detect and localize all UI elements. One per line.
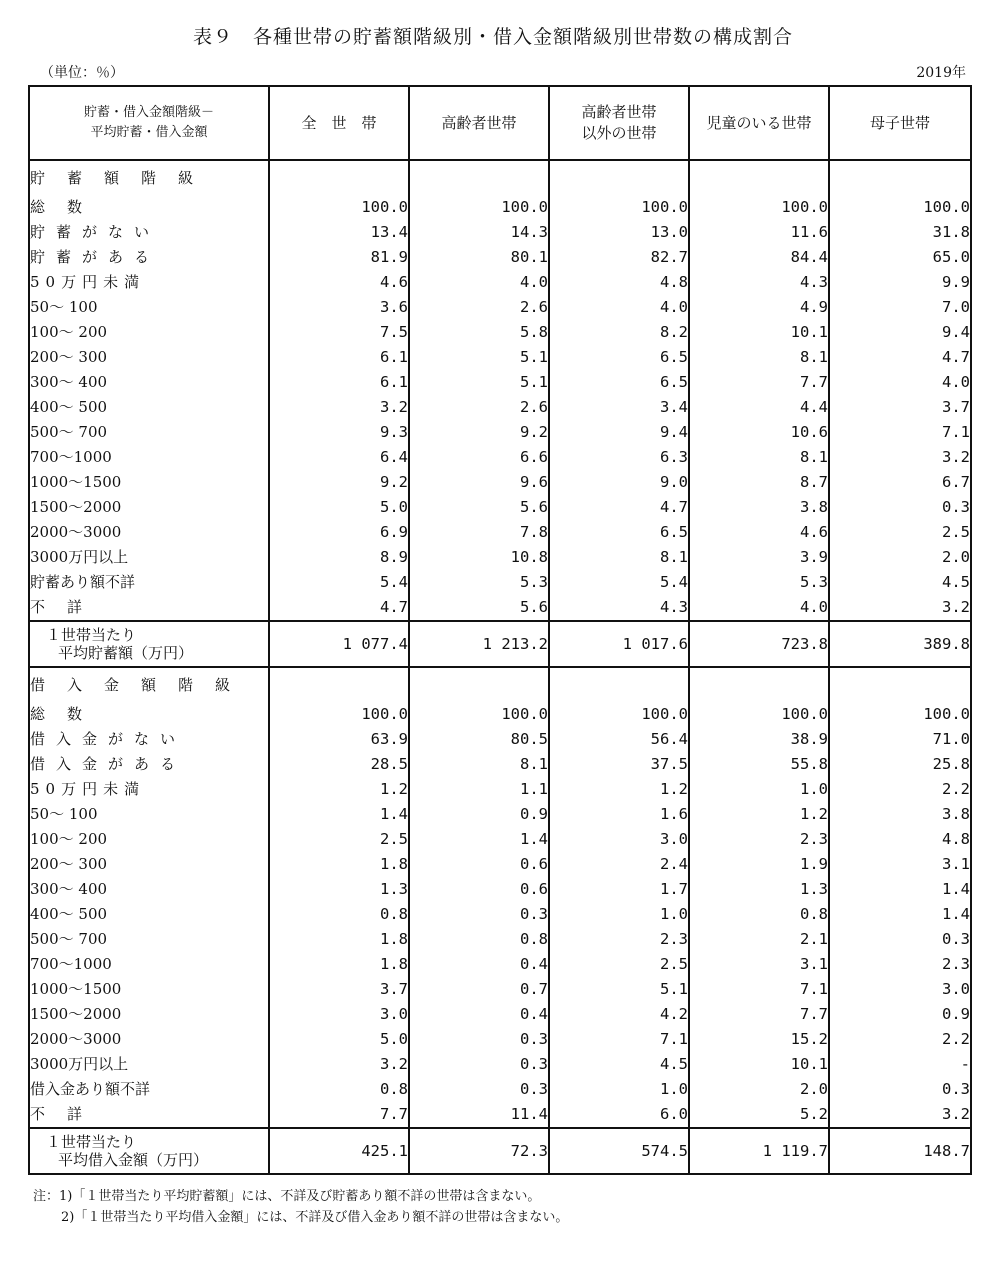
cell-elderly: 2.6	[409, 295, 549, 320]
unit-label: （単位：％）	[40, 65, 124, 81]
cell-elderly: 14.3	[409, 220, 549, 245]
cell-non-elderly: 100.0	[549, 702, 689, 727]
loans-average-label	[29, 1128, 269, 1174]
cell-with-children: 5.3	[689, 570, 829, 595]
cell-with-children: 15.2	[689, 1027, 829, 1052]
cell-single-mother: 0.3	[942, 498, 970, 516]
cell-elderly: 5.3	[409, 570, 549, 595]
row-label: 2000～3000	[29, 520, 269, 545]
cell-with-children: 55.8	[689, 752, 829, 777]
cell-non-elderly: 2.4	[549, 852, 689, 877]
row-label: 貯蓄がある	[29, 245, 269, 270]
cell-with-children: 0.8	[689, 902, 829, 927]
cell-non-elderly: 13.0	[549, 220, 689, 245]
table-row	[29, 495, 971, 520]
cell-with-children: 8.7	[689, 470, 829, 495]
cell-all: 4.7	[269, 595, 409, 621]
cell-all: 1.8	[269, 952, 409, 977]
savings-average-label-line1: １世帯当たり	[46, 626, 137, 644]
cell-all: 13.4	[269, 220, 409, 245]
avg-cell-with-children: 723.8	[689, 621, 829, 667]
row-label: 300～ 400	[29, 370, 269, 395]
data-table	[28, 85, 972, 1175]
cell-with-children: 10.1	[689, 1052, 829, 1077]
cell-non-elderly: 8.2	[549, 320, 689, 345]
row-label: 700～1000	[29, 445, 269, 470]
cell-with-children: 7.7	[689, 1002, 829, 1027]
cell-all: 3.0	[269, 1002, 409, 1027]
savings-average-row	[29, 621, 971, 667]
cell-single-mother: 3.2	[942, 1105, 970, 1123]
cell-all: 3.7	[269, 977, 409, 1002]
cell-all: 5.0	[269, 1027, 409, 1052]
row-label: 50～ 100	[29, 802, 269, 827]
cell-elderly: 0.3	[409, 1027, 549, 1052]
cell-elderly: 4.0	[409, 270, 549, 295]
table-row	[29, 902, 971, 927]
cell-with-children: 2.1	[689, 927, 829, 952]
savings-section-blank-non-elderly	[549, 160, 689, 195]
cell-single-mother: 25.8	[932, 755, 970, 773]
cell-single-mother: 65.0	[932, 248, 970, 266]
table-row	[29, 702, 971, 727]
cell-all: 63.9	[269, 727, 409, 752]
col-header-with-children: 児童のいる世帯	[689, 86, 829, 160]
cell-single-mother: 9.9	[942, 273, 970, 291]
row-label: 700～1000	[29, 952, 269, 977]
cell-single-mother: 3.7	[942, 398, 970, 416]
cell-non-elderly: 4.5	[549, 1052, 689, 1077]
cell-elderly: 0.8	[409, 927, 549, 952]
cell-non-elderly: 4.3	[549, 595, 689, 621]
table-row	[29, 470, 971, 495]
cell-with-children: 1.0	[689, 777, 829, 802]
cell-all: 1.2	[269, 777, 409, 802]
cell-non-elderly: 2.3	[549, 927, 689, 952]
cell-elderly: 2.6	[409, 395, 549, 420]
cell-non-elderly: 9.0	[549, 470, 689, 495]
avg-cell-elderly: 72.3	[409, 1128, 549, 1174]
cell-single-mother: 3.0	[942, 980, 970, 998]
cell-elderly: 100.0	[409, 702, 549, 727]
table-row	[29, 295, 971, 320]
cell-with-children: 3.9	[689, 545, 829, 570]
table-row	[29, 545, 971, 570]
cell-all: 4.6	[269, 270, 409, 295]
table-row	[29, 1102, 971, 1128]
cell-all: 7.7	[269, 1102, 409, 1128]
stub-header-line1: 貯蓄・借入金額階級－	[83, 105, 214, 120]
savings-section-blank-single-mother	[829, 160, 971, 195]
cell-single-mother: 1.4	[942, 905, 970, 923]
avg-cell-with-children: 1 119.7	[689, 1128, 829, 1174]
col-header-non-elderly	[549, 86, 689, 160]
row-label: 400～ 500	[29, 395, 269, 420]
cell-elderly: 0.7	[409, 977, 549, 1002]
cell-all: 0.8	[269, 902, 409, 927]
loans-average-label-line2: 平均借入金額（万円）	[58, 1151, 209, 1169]
cell-elderly: 9.2	[409, 420, 549, 445]
cell-elderly: 80.1	[409, 245, 549, 270]
table-row	[29, 827, 971, 852]
cell-non-elderly: 1.7	[549, 877, 689, 902]
loans-section-label: 借入金額階級	[29, 667, 269, 702]
cell-elderly: 5.1	[409, 345, 549, 370]
avg-cell-elderly: 1 213.2	[409, 621, 549, 667]
cell-with-children: 38.9	[689, 727, 829, 752]
cell-with-children: 10.6	[689, 420, 829, 445]
cell-non-elderly: 2.5	[549, 952, 689, 977]
cell-single-mother: 0.3	[942, 930, 970, 948]
cell-single-mother: 2.5	[942, 523, 970, 541]
cell-elderly: 5.6	[409, 495, 549, 520]
cell-elderly: 100.0	[409, 195, 549, 220]
cell-non-elderly: 37.5	[549, 752, 689, 777]
cell-with-children: 2.0	[689, 1077, 829, 1102]
cell-single-mother: 4.5	[942, 573, 970, 591]
savings-section-label: 貯蓄額階級	[29, 160, 269, 195]
loans-section-header-row	[29, 667, 971, 702]
cell-single-mother: 3.1	[942, 855, 970, 873]
cell-all: 9.3	[269, 420, 409, 445]
cell-all: 7.5	[269, 320, 409, 345]
row-label: 500～ 700	[29, 420, 269, 445]
cell-non-elderly: 6.0	[549, 1102, 689, 1128]
cell-single-mother: 3.8	[942, 805, 970, 823]
cell-elderly: 0.6	[409, 877, 549, 902]
avg-cell-non-elderly: 574.5	[549, 1128, 689, 1174]
cell-single-mother: 2.2	[942, 780, 970, 798]
cell-elderly: 1.1	[409, 777, 549, 802]
cell-single-mother: -	[960, 1055, 970, 1073]
savings-average-label	[29, 621, 269, 667]
cell-with-children: 1.2	[689, 802, 829, 827]
row-label: 100～ 200	[29, 320, 269, 345]
cell-elderly: 0.9	[409, 802, 549, 827]
cell-elderly: 80.5	[409, 727, 549, 752]
cell-elderly: 8.1	[409, 752, 549, 777]
cell-with-children: 8.1	[689, 445, 829, 470]
cell-non-elderly: 6.5	[549, 345, 689, 370]
stub-header-line2: 平均貯蓄・借入金額	[90, 125, 208, 140]
avg-cell-all: 425.1	[269, 1128, 409, 1174]
row-label: 500～ 700	[29, 927, 269, 952]
cell-all: 5.0	[269, 495, 409, 520]
cell-elderly: 6.6	[409, 445, 549, 470]
row-label: 50万円未満	[29, 270, 269, 295]
cell-elderly: 0.4	[409, 1002, 549, 1027]
cell-all: 1.8	[269, 852, 409, 877]
cell-single-mother: 7.1	[942, 423, 970, 441]
cell-with-children: 1.3	[689, 877, 829, 902]
loans-average-label-line1: １世帯当たり	[46, 1133, 137, 1151]
cell-all: 28.5	[269, 752, 409, 777]
cell-elderly: 5.6	[409, 595, 549, 621]
table-row	[29, 395, 971, 420]
loans-section-blank-with-children	[689, 667, 829, 702]
cell-non-elderly: 1.0	[549, 1077, 689, 1102]
cell-all: 3.2	[269, 395, 409, 420]
row-label: 貯蓄あり額不詳	[29, 570, 269, 595]
row-label: 借入金がない	[29, 727, 269, 752]
avg-cell-single-mother: 389.8	[829, 621, 971, 667]
table-row	[29, 270, 971, 295]
table-row	[29, 370, 971, 395]
cell-elderly: 10.8	[409, 545, 549, 570]
cell-elderly: 9.6	[409, 470, 549, 495]
cell-non-elderly: 56.4	[549, 727, 689, 752]
cell-non-elderly: 8.1	[549, 545, 689, 570]
table-row	[29, 877, 971, 902]
table-row	[29, 195, 971, 220]
row-label: 不詳	[29, 595, 269, 621]
table-row	[29, 752, 971, 777]
cell-non-elderly: 4.8	[549, 270, 689, 295]
cell-with-children: 4.4	[689, 395, 829, 420]
cell-all: 1.4	[269, 802, 409, 827]
cell-non-elderly: 7.1	[549, 1027, 689, 1052]
loans-section-blank-single-mother	[829, 667, 971, 702]
cell-with-children: 100.0	[689, 195, 829, 220]
footnote-2: 2)「１世帯当たり平均借入金額」には、不詳及び借入金あり額不詳の世帯は含まない。	[61, 1210, 569, 1225]
cell-non-elderly: 5.4	[549, 570, 689, 595]
cell-with-children: 11.6	[689, 220, 829, 245]
cell-all: 6.9	[269, 520, 409, 545]
table-row	[29, 1077, 971, 1102]
table-row	[29, 570, 971, 595]
cell-non-elderly: 1.2	[549, 777, 689, 802]
row-label: 不詳	[29, 1102, 269, 1128]
loans-section-blank-non-elderly	[549, 667, 689, 702]
table-row	[29, 1052, 971, 1077]
cell-with-children: 4.3	[689, 270, 829, 295]
cell-elderly: 5.8	[409, 320, 549, 345]
cell-single-mother: 1.4	[942, 880, 970, 898]
loans-section-blank-elderly	[409, 667, 549, 702]
table-row	[29, 727, 971, 752]
cell-single-mother: 9.4	[942, 323, 970, 341]
cell-single-mother: 100.0	[923, 705, 970, 723]
col-header-elderly: 高齢者世帯	[409, 86, 549, 160]
row-label: 400～ 500	[29, 902, 269, 927]
cell-non-elderly: 4.0	[549, 295, 689, 320]
footnote-1: 注：1)「１世帯当たり平均貯蓄額」には、不詳及び貯蓄あり額不詳の世帯は含まない。	[33, 1189, 541, 1204]
table-row	[29, 320, 971, 345]
cell-all: 0.8	[269, 1077, 409, 1102]
cell-non-elderly: 6.3	[549, 445, 689, 470]
table-row	[29, 345, 971, 370]
savings-section-blank-elderly	[409, 160, 549, 195]
col-header-non-elderly-line2: 以外の世帯	[581, 124, 657, 142]
cell-with-children: 5.2	[689, 1102, 829, 1128]
cell-single-mother: 0.3	[942, 1080, 970, 1098]
cell-with-children: 7.1	[689, 977, 829, 1002]
row-label: 200～ 300	[29, 852, 269, 877]
row-label: 1000～1500	[29, 977, 269, 1002]
cell-all: 5.4	[269, 570, 409, 595]
cell-single-mother: 0.9	[942, 1005, 970, 1023]
stub-header	[29, 86, 269, 160]
savings-average-label-line2: 平均貯蓄額（万円）	[58, 644, 194, 662]
cell-with-children: 10.1	[689, 320, 829, 345]
cell-with-children: 1.9	[689, 852, 829, 877]
page-title: 表９ 各種世帯の貯蓄額階級別・借入金額階級別世帯数の構成割合	[192, 26, 793, 48]
table-row	[29, 952, 971, 977]
table-row	[29, 420, 971, 445]
cell-non-elderly: 4.7	[549, 495, 689, 520]
cell-non-elderly: 1.0	[549, 902, 689, 927]
savings-section-blank-all	[269, 160, 409, 195]
table-row	[29, 1027, 971, 1052]
cell-non-elderly: 3.4	[549, 395, 689, 420]
cell-all: 6.1	[269, 370, 409, 395]
table-row	[29, 445, 971, 470]
table-row	[29, 977, 971, 1002]
row-label: 3000万円以上	[29, 1052, 269, 1077]
cell-non-elderly: 100.0	[549, 195, 689, 220]
cell-single-mother: 3.2	[942, 598, 970, 616]
table-row	[29, 595, 971, 621]
cell-with-children: 4.9	[689, 295, 829, 320]
cell-all: 6.4	[269, 445, 409, 470]
cell-non-elderly: 6.5	[549, 520, 689, 545]
cell-non-elderly: 6.5	[549, 370, 689, 395]
cell-single-mother: 6.7	[942, 473, 970, 491]
row-label: 1500～2000	[29, 1002, 269, 1027]
cell-elderly: 11.4	[409, 1102, 549, 1128]
cell-all: 81.9	[269, 245, 409, 270]
cell-single-mother: 2.3	[942, 955, 970, 973]
row-label: 総数	[29, 195, 269, 220]
cell-single-mother: 3.2	[942, 448, 970, 466]
cell-single-mother: 100.0	[923, 198, 970, 216]
cell-all: 2.5	[269, 827, 409, 852]
row-label: 3000万円以上	[29, 545, 269, 570]
cell-single-mother: 4.7	[942, 348, 970, 366]
cell-single-mother: 31.8	[932, 223, 970, 241]
header-row	[29, 86, 971, 160]
table-row	[29, 852, 971, 877]
table-row	[29, 777, 971, 802]
cell-with-children: 7.7	[689, 370, 829, 395]
savings-section-header-row	[29, 160, 971, 195]
col-header-non-elderly-line1: 高齢者世帯	[581, 103, 657, 121]
cell-with-children: 3.8	[689, 495, 829, 520]
row-label: 借入金あり額不詳	[29, 1077, 269, 1102]
cell-non-elderly: 82.7	[549, 245, 689, 270]
cell-all: 6.1	[269, 345, 409, 370]
cell-elderly: 0.3	[409, 1052, 549, 1077]
row-label: 50～ 100	[29, 295, 269, 320]
cell-single-mother: 2.0	[942, 548, 970, 566]
cell-elderly: 1.4	[409, 827, 549, 852]
col-header-single-mother: 母子世帯	[829, 86, 971, 160]
cell-non-elderly: 3.0	[549, 827, 689, 852]
loans-section-blank-all	[269, 667, 409, 702]
row-label: 300～ 400	[29, 877, 269, 902]
cell-all: 3.2	[269, 1052, 409, 1077]
table-row	[29, 927, 971, 952]
cell-all: 1.8	[269, 927, 409, 952]
footnotes	[33, 1186, 568, 1228]
cell-non-elderly: 1.6	[549, 802, 689, 827]
cell-with-children: 2.3	[689, 827, 829, 852]
table-row	[29, 1002, 971, 1027]
cell-single-mother: 4.0	[942, 373, 970, 391]
cell-with-children: 3.1	[689, 952, 829, 977]
cell-non-elderly: 5.1	[549, 977, 689, 1002]
row-label: 100～ 200	[29, 827, 269, 852]
cell-elderly: 0.3	[409, 902, 549, 927]
cell-all: 9.2	[269, 470, 409, 495]
avg-cell-non-elderly: 1 017.6	[549, 621, 689, 667]
year-label: 2019年	[916, 65, 966, 81]
cell-all: 100.0	[269, 195, 409, 220]
cell-all: 1.3	[269, 877, 409, 902]
cell-single-mother: 7.0	[942, 298, 970, 316]
avg-cell-single-mother: 148.7	[829, 1128, 971, 1174]
row-label: 1000～1500	[29, 470, 269, 495]
table-row	[29, 245, 971, 270]
cell-all: 100.0	[269, 702, 409, 727]
cell-elderly: 7.8	[409, 520, 549, 545]
cell-with-children: 100.0	[689, 702, 829, 727]
table-row	[29, 802, 971, 827]
cell-all: 8.9	[269, 545, 409, 570]
row-label: 200～ 300	[29, 345, 269, 370]
cell-non-elderly: 4.2	[549, 1002, 689, 1027]
cell-with-children: 8.1	[689, 345, 829, 370]
cell-single-mother: 4.8	[942, 830, 970, 848]
row-label: 2000～3000	[29, 1027, 269, 1052]
cell-with-children: 4.0	[689, 595, 829, 621]
cell-elderly: 0.6	[409, 852, 549, 877]
cell-non-elderly: 9.4	[549, 420, 689, 445]
row-label: 総数	[29, 702, 269, 727]
table-row	[29, 520, 971, 545]
cell-elderly: 0.3	[409, 1077, 549, 1102]
row-label: 50万円未満	[29, 777, 269, 802]
avg-cell-all: 1 077.4	[269, 621, 409, 667]
savings-section-blank-with-children	[689, 160, 829, 195]
cell-single-mother: 2.2	[942, 1030, 970, 1048]
cell-single-mother: 71.0	[932, 730, 970, 748]
cell-all: 3.6	[269, 295, 409, 320]
cell-elderly: 5.1	[409, 370, 549, 395]
cell-with-children: 4.6	[689, 520, 829, 545]
col-header-all: 全 世 帯	[269, 86, 409, 160]
loans-average-row	[29, 1128, 971, 1174]
row-label: 借入金がある	[29, 752, 269, 777]
table-row	[29, 220, 971, 245]
cell-with-children: 84.4	[689, 245, 829, 270]
cell-elderly: 0.4	[409, 952, 549, 977]
row-label: 1500～2000	[29, 495, 269, 520]
row-label: 貯蓄がない	[29, 220, 269, 245]
